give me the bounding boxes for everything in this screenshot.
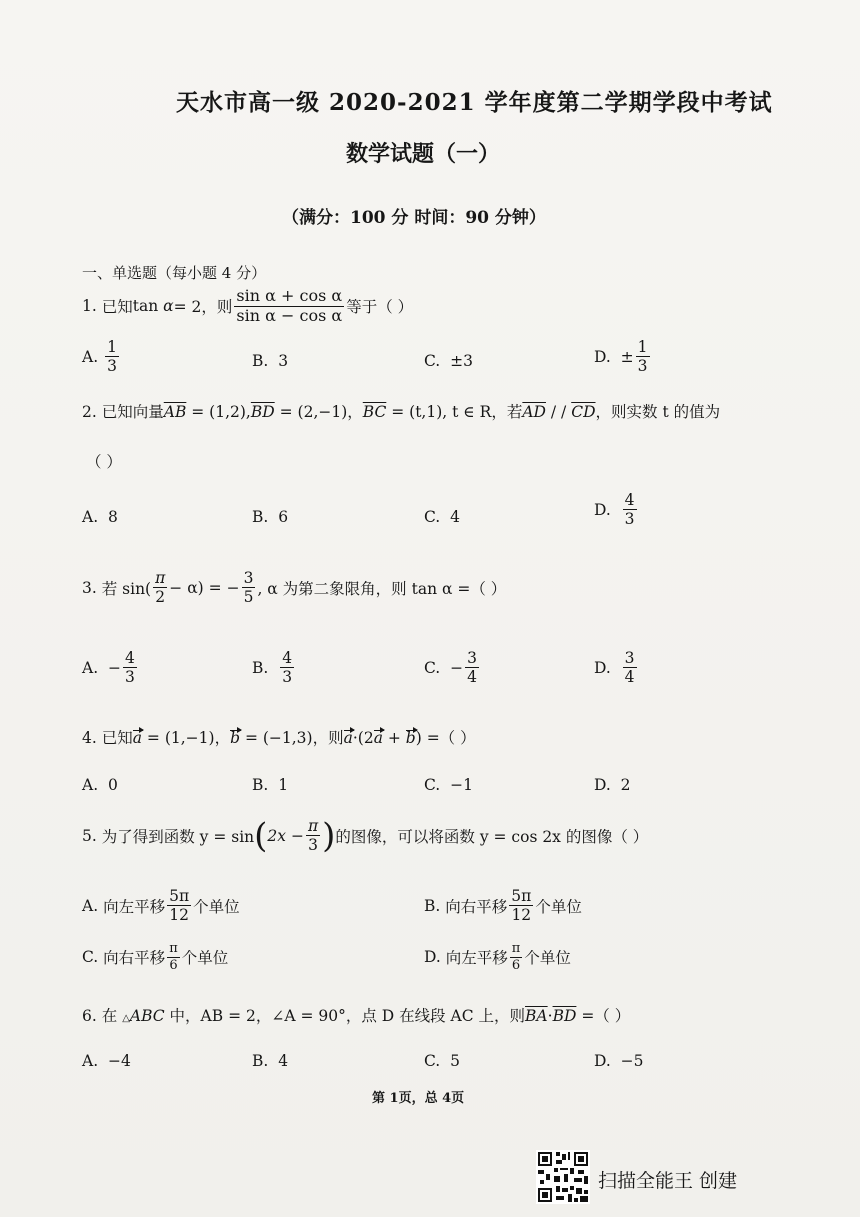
- vector-label: $\overline{BD}$: [552, 1007, 577, 1025]
- option-label: D.: [594, 776, 611, 794]
- option-1c: [424, 352, 473, 370]
- question-text: , α 为第二象限角，则 tan α =（ ）: [257, 579, 507, 598]
- option-text: 5: [450, 1052, 460, 1070]
- option-text: 8: [107, 508, 118, 526]
- vector-label: $\overline{BA}$: [525, 1007, 548, 1025]
- option-6c: [424, 1052, 460, 1070]
- question-text: = (1,−1)，: [142, 729, 231, 747]
- question-text: 已知向量: [101, 403, 164, 421]
- exam-title: 天水市高一级 2020-2021 学年度第二学期学段中考试: [176, 89, 773, 116]
- question-text: ，则实数 t 的值为: [595, 403, 721, 421]
- option-text: 向左平移: [445, 949, 508, 968]
- option-2b: [252, 508, 288, 526]
- left-paren: (: [254, 815, 268, 856]
- option-label: B.: [252, 658, 269, 677]
- option-2d: [594, 492, 639, 528]
- question-text: ·: [547, 1007, 553, 1025]
- vector-label: $\overline{CD}$: [571, 403, 596, 421]
- fraction-denominator: 4: [467, 668, 477, 687]
- question-number: 6.: [82, 1007, 97, 1025]
- question-2-blank: （ ）: [86, 453, 122, 471]
- option-text: 4: [450, 508, 460, 526]
- option-label: D.: [594, 1052, 611, 1070]
- option-label: C.: [424, 1052, 441, 1070]
- vector-label: a: [132, 729, 142, 747]
- fraction: [510, 942, 523, 972]
- option-label: D.: [424, 948, 441, 967]
- triangle-icon: △: [122, 1013, 130, 1024]
- fraction-denominator: 12: [169, 906, 189, 925]
- option-text: 4: [278, 1052, 289, 1070]
- fraction: [636, 339, 650, 375]
- option-1a: [82, 339, 121, 375]
- fraction: [280, 650, 294, 686]
- fraction-numerator: 3: [467, 649, 477, 667]
- fraction: [123, 650, 137, 686]
- fraction-numerator: 5π: [169, 887, 190, 905]
- fraction: [153, 570, 167, 606]
- fraction-denominator: 3: [637, 357, 648, 376]
- fraction-numerator: 3: [624, 649, 635, 667]
- option-6a: [82, 1052, 131, 1070]
- fraction: [234, 288, 344, 325]
- option-label: B.: [424, 896, 441, 915]
- option-2c: [424, 508, 460, 526]
- question-text: 为了得到函数 y = sin: [101, 827, 255, 846]
- fraction-denominator: 3: [107, 357, 117, 376]
- fraction: [465, 650, 479, 686]
- option-text: 个单位: [181, 949, 229, 968]
- option-label: D.: [594, 658, 611, 677]
- fraction-numerator: π: [169, 941, 178, 956]
- option-text: −1: [450, 776, 473, 794]
- vector-label: a: [343, 729, 353, 747]
- option-label: A.: [82, 508, 99, 526]
- fraction: [105, 339, 119, 375]
- question-text: =（ ）: [576, 1007, 631, 1025]
- option-text: 0: [107, 776, 118, 794]
- question-number: 2.: [82, 403, 97, 421]
- question-1: [82, 288, 413, 325]
- fraction-denominator: 3: [624, 510, 635, 529]
- option-label: D.: [594, 500, 611, 519]
- fraction-numerator: 1: [107, 338, 117, 356]
- question-text: 2x −: [267, 826, 304, 845]
- option-5c: [82, 942, 228, 972]
- fraction-denominator: 2: [155, 588, 166, 607]
- option-text: 6: [278, 508, 289, 526]
- section-heading: 一、单选题（每小题 4 分）: [82, 264, 267, 282]
- fraction-denominator: 3: [124, 668, 135, 687]
- option-1b: [252, 352, 288, 370]
- fraction-denominator: 6: [511, 957, 521, 973]
- vector-label: $\overline{AB}$: [163, 403, 187, 421]
- qr-code-icon: [536, 1150, 590, 1204]
- question-3: [82, 570, 506, 606]
- option-label: A.: [82, 1052, 99, 1070]
- question-text: 中，AB = 2，∠A = 90°，点 D 在线段 AC 上，则: [164, 1007, 526, 1025]
- fraction-denominator: 5: [243, 588, 254, 607]
- fraction: [167, 942, 180, 972]
- fraction: [509, 888, 533, 924]
- option-label: B.: [252, 1052, 269, 1070]
- option-label: B.: [252, 352, 269, 370]
- fraction: [623, 492, 637, 528]
- option-3c: [424, 650, 481, 686]
- question-text: tan: [132, 297, 159, 316]
- question-text: 若 sin(: [101, 579, 152, 598]
- fraction-numerator: 4: [282, 649, 293, 667]
- question-text: 已知: [101, 729, 133, 747]
- fraction-denominator: 6: [169, 957, 178, 973]
- option-label: B.: [252, 508, 269, 526]
- fraction-denominator: sin α − cos α: [236, 305, 343, 325]
- vector-label: $\overline{AD}$: [522, 403, 546, 421]
- question-text: = (1,2),: [186, 403, 251, 421]
- fraction-numerator: π: [155, 569, 166, 587]
- option-1d: [594, 339, 652, 375]
- question-number: 4.: [82, 729, 97, 747]
- vector-label: $\overline{BD}$: [250, 403, 275, 421]
- option-text: −4: [107, 1052, 131, 1070]
- option-text: −5: [620, 1052, 644, 1070]
- option-text: −: [450, 658, 464, 677]
- fraction-numerator: π: [511, 941, 521, 956]
- question-text: = 2，则: [173, 298, 233, 317]
- option-label: C.: [424, 776, 441, 794]
- option-text: 2: [620, 776, 631, 794]
- option-5b: [424, 888, 582, 924]
- fraction-numerator: 4: [124, 649, 135, 667]
- option-text: −: [107, 658, 121, 677]
- question-number: 3.: [82, 578, 97, 597]
- question-5: [82, 815, 649, 856]
- fraction-numerator: π: [307, 817, 319, 835]
- option-label: C.: [424, 352, 441, 370]
- fraction-numerator: 4: [624, 491, 635, 509]
- option-text: 向左平移: [103, 897, 166, 916]
- fraction-numerator: sin α + cos α: [236, 286, 343, 305]
- option-label: A.: [82, 776, 99, 794]
- question-4: [82, 726, 476, 748]
- option-label: A.: [82, 347, 99, 366]
- option-6b: [252, 1052, 288, 1070]
- option-text: ±3: [450, 352, 473, 370]
- fraction-numerator: 1: [637, 338, 648, 356]
- option-5d: [424, 942, 571, 972]
- page-footer: 第 1页，总 4页: [372, 1091, 465, 1106]
- vector-label: b: [405, 729, 416, 747]
- option-3a: [82, 650, 139, 686]
- option-text: 个单位: [535, 897, 582, 916]
- question-text: = (−1,3)，则: [240, 729, 344, 747]
- option-4a: [82, 776, 118, 794]
- question-text: +: [382, 729, 406, 747]
- option-text: 1: [278, 776, 289, 794]
- fraction-numerator: 3: [243, 569, 254, 587]
- fraction-denominator: 3: [308, 836, 318, 855]
- question-text: / /: [545, 403, 572, 421]
- vector-label: b: [230, 729, 241, 747]
- fraction: [167, 888, 191, 924]
- fraction: [306, 818, 320, 854]
- question-text: ABC: [129, 1007, 165, 1025]
- question-text: = (2,−1)，: [274, 403, 363, 421]
- fraction-denominator: 12: [511, 906, 532, 925]
- option-label: B.: [252, 776, 269, 794]
- option-text: 向右平移: [445, 897, 508, 916]
- fraction-denominator: 3: [282, 668, 293, 687]
- option-label: C.: [424, 658, 441, 677]
- option-5a: [82, 888, 240, 924]
- option-4c: [424, 776, 473, 794]
- vector-label: a: [373, 729, 383, 747]
- option-3d: [594, 650, 639, 686]
- question-text: 的图像，可以将函数 y = cos 2x 的图像（ ）: [335, 827, 649, 846]
- option-text: 3: [278, 352, 289, 370]
- option-text: ±: [620, 347, 634, 366]
- question-text: 已知: [101, 298, 133, 317]
- question-text: ) =（ ）: [415, 729, 476, 747]
- fraction: [623, 650, 637, 686]
- scanner-watermark: 扫描全能王 创建: [598, 1170, 738, 1192]
- right-paren: ): [322, 815, 336, 856]
- option-3b: [252, 650, 296, 686]
- option-text: 向右平移: [103, 949, 166, 968]
- option-text: 个单位: [524, 949, 571, 968]
- exam-meta: （满分：100 分 时间：90 分钟）: [282, 208, 546, 228]
- question-2: [82, 400, 720, 422]
- option-4d: [594, 776, 631, 794]
- fraction-denominator: 4: [624, 668, 635, 687]
- option-label: C.: [82, 948, 99, 967]
- option-2a: [82, 508, 118, 526]
- option-label: A.: [82, 896, 99, 915]
- question-text: = (t,1), t ∈ R，若: [386, 403, 523, 421]
- option-label: A.: [82, 658, 99, 677]
- fraction: [242, 570, 256, 606]
- question-text: − α) = −: [169, 578, 240, 597]
- question-text: 在: [101, 1007, 118, 1025]
- option-6d: [594, 1052, 644, 1070]
- exam-subtitle: 数学试题（一）: [346, 141, 501, 167]
- question-text: α: [163, 297, 174, 316]
- option-label: C.: [424, 508, 441, 526]
- option-label: D.: [594, 347, 611, 366]
- question-text: ·(2: [352, 729, 374, 747]
- question-number: 5.: [82, 826, 97, 845]
- vector-label: $\overline{BC}$: [362, 403, 387, 421]
- option-text: 个单位: [193, 897, 240, 916]
- question-text: 等于（ ）: [346, 298, 414, 317]
- fraction-numerator: 5π: [511, 887, 532, 905]
- question-6: [82, 1004, 630, 1026]
- question-number: 1.: [82, 297, 97, 316]
- option-4b: [252, 776, 288, 794]
